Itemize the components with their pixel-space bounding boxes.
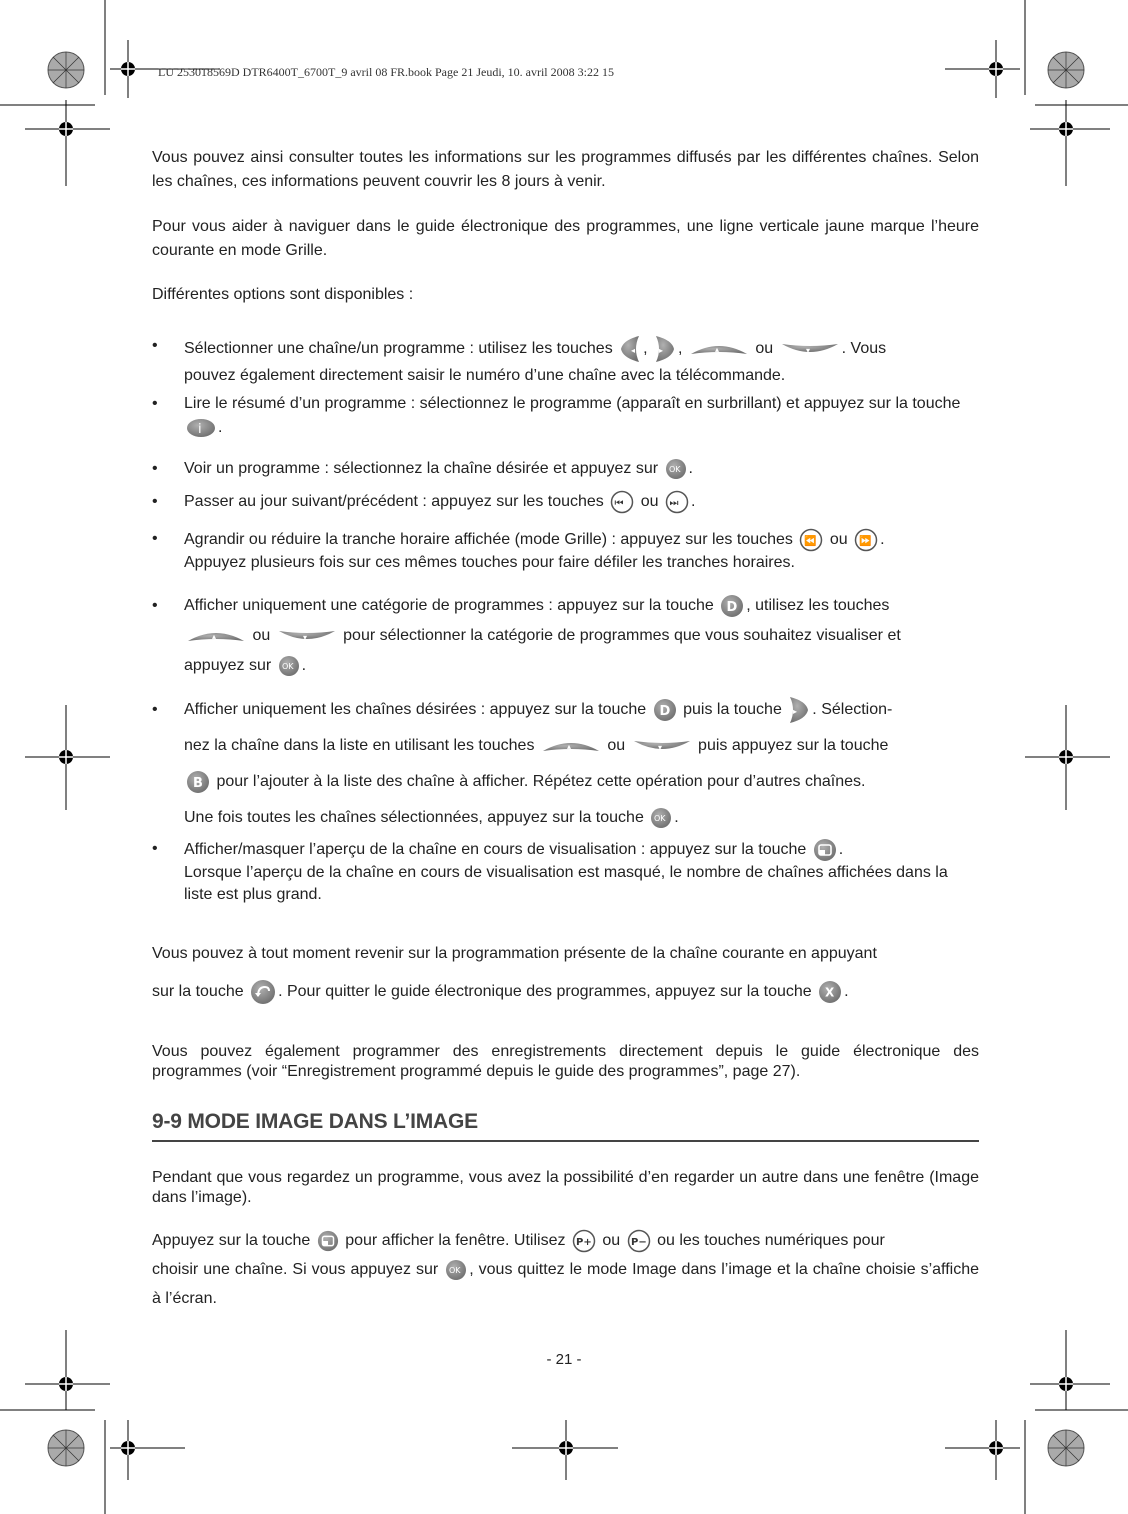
svg-text:i: i <box>198 421 202 437</box>
d-button-icon <box>720 594 744 618</box>
svg-text:OK: OK <box>668 464 681 474</box>
section-paragraph-2: Appuyez sur la touche pour afficher la fenêtre. Utilisez P+ ou P− ou les touches numériques pour choisir une chaîne. Si vous appuyez sur OK , vous quittez le mode Image dans l’image et la chaîne choisie s’affiche à l’écran. <box>152 1226 979 1313</box>
skip-forward-icon <box>665 490 689 514</box>
exit-icon <box>818 980 842 1004</box>
intro-paragraph-1: Vous pouvez ainsi consulter toutes les informations sur les programmes diffusés par les différentes chaînes. Selon les chaînes, ces informations peuvent couvrir les 8 jours à venir. <box>152 149 979 190</box>
intro-paragraph-2: Pour vous aider à naviguer dans le guide électronique des programmes, une ligne verticale jaune marque l’heure courante en mode Grille. <box>152 218 979 259</box>
bullet-select-channel: • Sélectionner une chaîne/un programme : utilisez les touches ◂ , ▸ , ▴ ou ▾ . Vous pouvez également directement saisir le numéro d’une chaîne avec la télécommande. <box>152 334 979 388</box>
svg-text:▴: ▴ <box>212 631 217 641</box>
svg-text:OK: OK <box>449 1265 461 1275</box>
svg-text:▾: ▾ <box>805 346 810 355</box>
outro-paragraph-1: Vous pouvez à tout moment revenir sur la programmation présente de la chaîne courante en appuyant sur la touche . Pour quitter le guide électronique des programmes, appuyez sur la touche X . <box>152 935 979 1011</box>
svg-text:▾: ▾ <box>302 632 307 642</box>
up-arrow-icon <box>186 627 246 645</box>
p-minus-icon <box>627 1229 651 1253</box>
bullet-text: Sélectionner une chaîne/un programme : utilisez les touches <box>184 340 613 358</box>
svg-text:OK: OK <box>654 813 666 823</box>
left-arrow-icon <box>619 334 641 364</box>
svg-text:⏭: ⏭ <box>669 498 679 509</box>
svg-text:D: D <box>659 703 670 719</box>
page-number: - 21 - <box>546 1351 582 1368</box>
rewind-icon <box>799 528 823 552</box>
svg-text:▾: ▾ <box>657 742 662 752</box>
ok-icon <box>445 1259 467 1281</box>
book-header: LU 253018569D DTR6400T_6700T_9 avril 08 FR.book Page 21 Jeudi, 10. avril 2008 3:22 15 <box>158 65 614 79</box>
svg-text:◂: ◂ <box>631 346 636 355</box>
bullet-desired-channels: • Afficher uniquement les chaînes désirées : appuyez sur la touche D puis la touche ▸ . Sélection- nez la chaîne dans la liste en utilisant les touches ▴ ou ▾ puis appuyez sur la touche B pour l’ajouter à la liste des chaîne à afficher. Répétez cette opération pour d’autres chaînes. Une fois toutes les chaînes sélectionnées, appuyez sur la touche OK . <box>152 692 979 836</box>
down-arrow-icon <box>780 340 840 358</box>
back-icon <box>250 979 276 1005</box>
intro-paragraph-3: Différentes options sont disponibles : <box>152 286 414 303</box>
svg-text:D: D <box>726 599 738 615</box>
ok-icon <box>665 458 687 480</box>
svg-text:P−: P− <box>630 1236 647 1248</box>
bullet-next-prev-day: • Passer au jour suivant/précédent : appuyez sur les touches ⏮ ou ⏭ . <box>152 490 979 514</box>
p-plus-icon <box>572 1229 596 1253</box>
ok-icon <box>278 655 300 677</box>
svg-text:B: B <box>193 775 203 791</box>
fast-forward-icon <box>854 528 878 552</box>
info-icon <box>186 418 216 438</box>
section-divider <box>152 1140 979 1142</box>
bullet-dot: • <box>152 337 158 354</box>
b-button-icon <box>186 770 210 794</box>
ok-icon <box>650 807 672 829</box>
section-title: 9-9 MODE IMAGE DANS L’IMAGE <box>152 1110 478 1133</box>
svg-text:▸: ▸ <box>659 346 664 355</box>
bullet-read-summary: • Lire le résumé d’un programme : sélectionnez le programme (apparaît en surbrillant) et appuyez sur la touche i . <box>152 395 961 437</box>
svg-text:OK: OK <box>281 661 294 671</box>
svg-text:X: X <box>825 985 835 1000</box>
right-arrow-icon <box>654 334 676 364</box>
up-arrow-icon <box>689 340 749 358</box>
svg-text:P+: P+ <box>575 1236 592 1248</box>
right-arrow-icon <box>788 695 810 725</box>
bullet-preview-toggle: • Afficher/masquer l’aperçu de la chaîne en cours de visualisation : appuyez sur la touche . Lorsque l’aperçu de la chaîne en cours de visualisation est masqué, le nombre de chaînes affichées dans la liste est plus grand. <box>152 840 948 903</box>
svg-text:⏮: ⏮ <box>614 498 624 509</box>
svg-text:▴: ▴ <box>566 741 571 751</box>
section-paragraph-1: Pendant que vous regardez un programme, vous avez la possibilité d’en regarder un autre dans une fenêtre (Image dans l’image). <box>152 1169 979 1206</box>
pip-icon <box>317 1230 339 1252</box>
svg-text:⏪: ⏪ <box>804 536 817 547</box>
bullet-time-slice: • Agrandir ou réduire la tranche horaire affichée (mode Grille) : appuyez sur les touches ⏪ ou ⏩ . Appuyez plusieurs fois sur ces mêmes touches pour faire défiler les tranches horaires. <box>152 530 885 571</box>
svg-text:▴: ▴ <box>714 345 719 354</box>
pip-icon <box>813 838 837 862</box>
svg-text:⏩: ⏩ <box>859 536 872 547</box>
skip-back-icon <box>610 490 634 514</box>
bullet-watch-program: • Voir un programme : sélectionnez la chaîne désirée et appuyez sur OK . <box>152 457 979 481</box>
d-button-icon <box>653 698 677 722</box>
up-arrow-icon <box>541 737 601 755</box>
bullet-category: • Afficher uniquement une catégorie de programmes : appuyez sur la touche D , utilisez les touches ▴ ou ▾ pour sélectionner la catégorie de programmes que vous souhaitez visualiser et appuyez sur OK . <box>152 591 979 681</box>
down-arrow-icon <box>277 627 337 645</box>
down-arrow-icon <box>632 737 692 755</box>
outro-paragraph-2: Vous pouvez également programmer des enregistrements directement depuis le guide électronique des programmes (voir “Enregistrement programmé depuis le guide des programmes”, page 27). <box>152 1043 979 1080</box>
svg-text:▸: ▸ <box>793 706 798 716</box>
